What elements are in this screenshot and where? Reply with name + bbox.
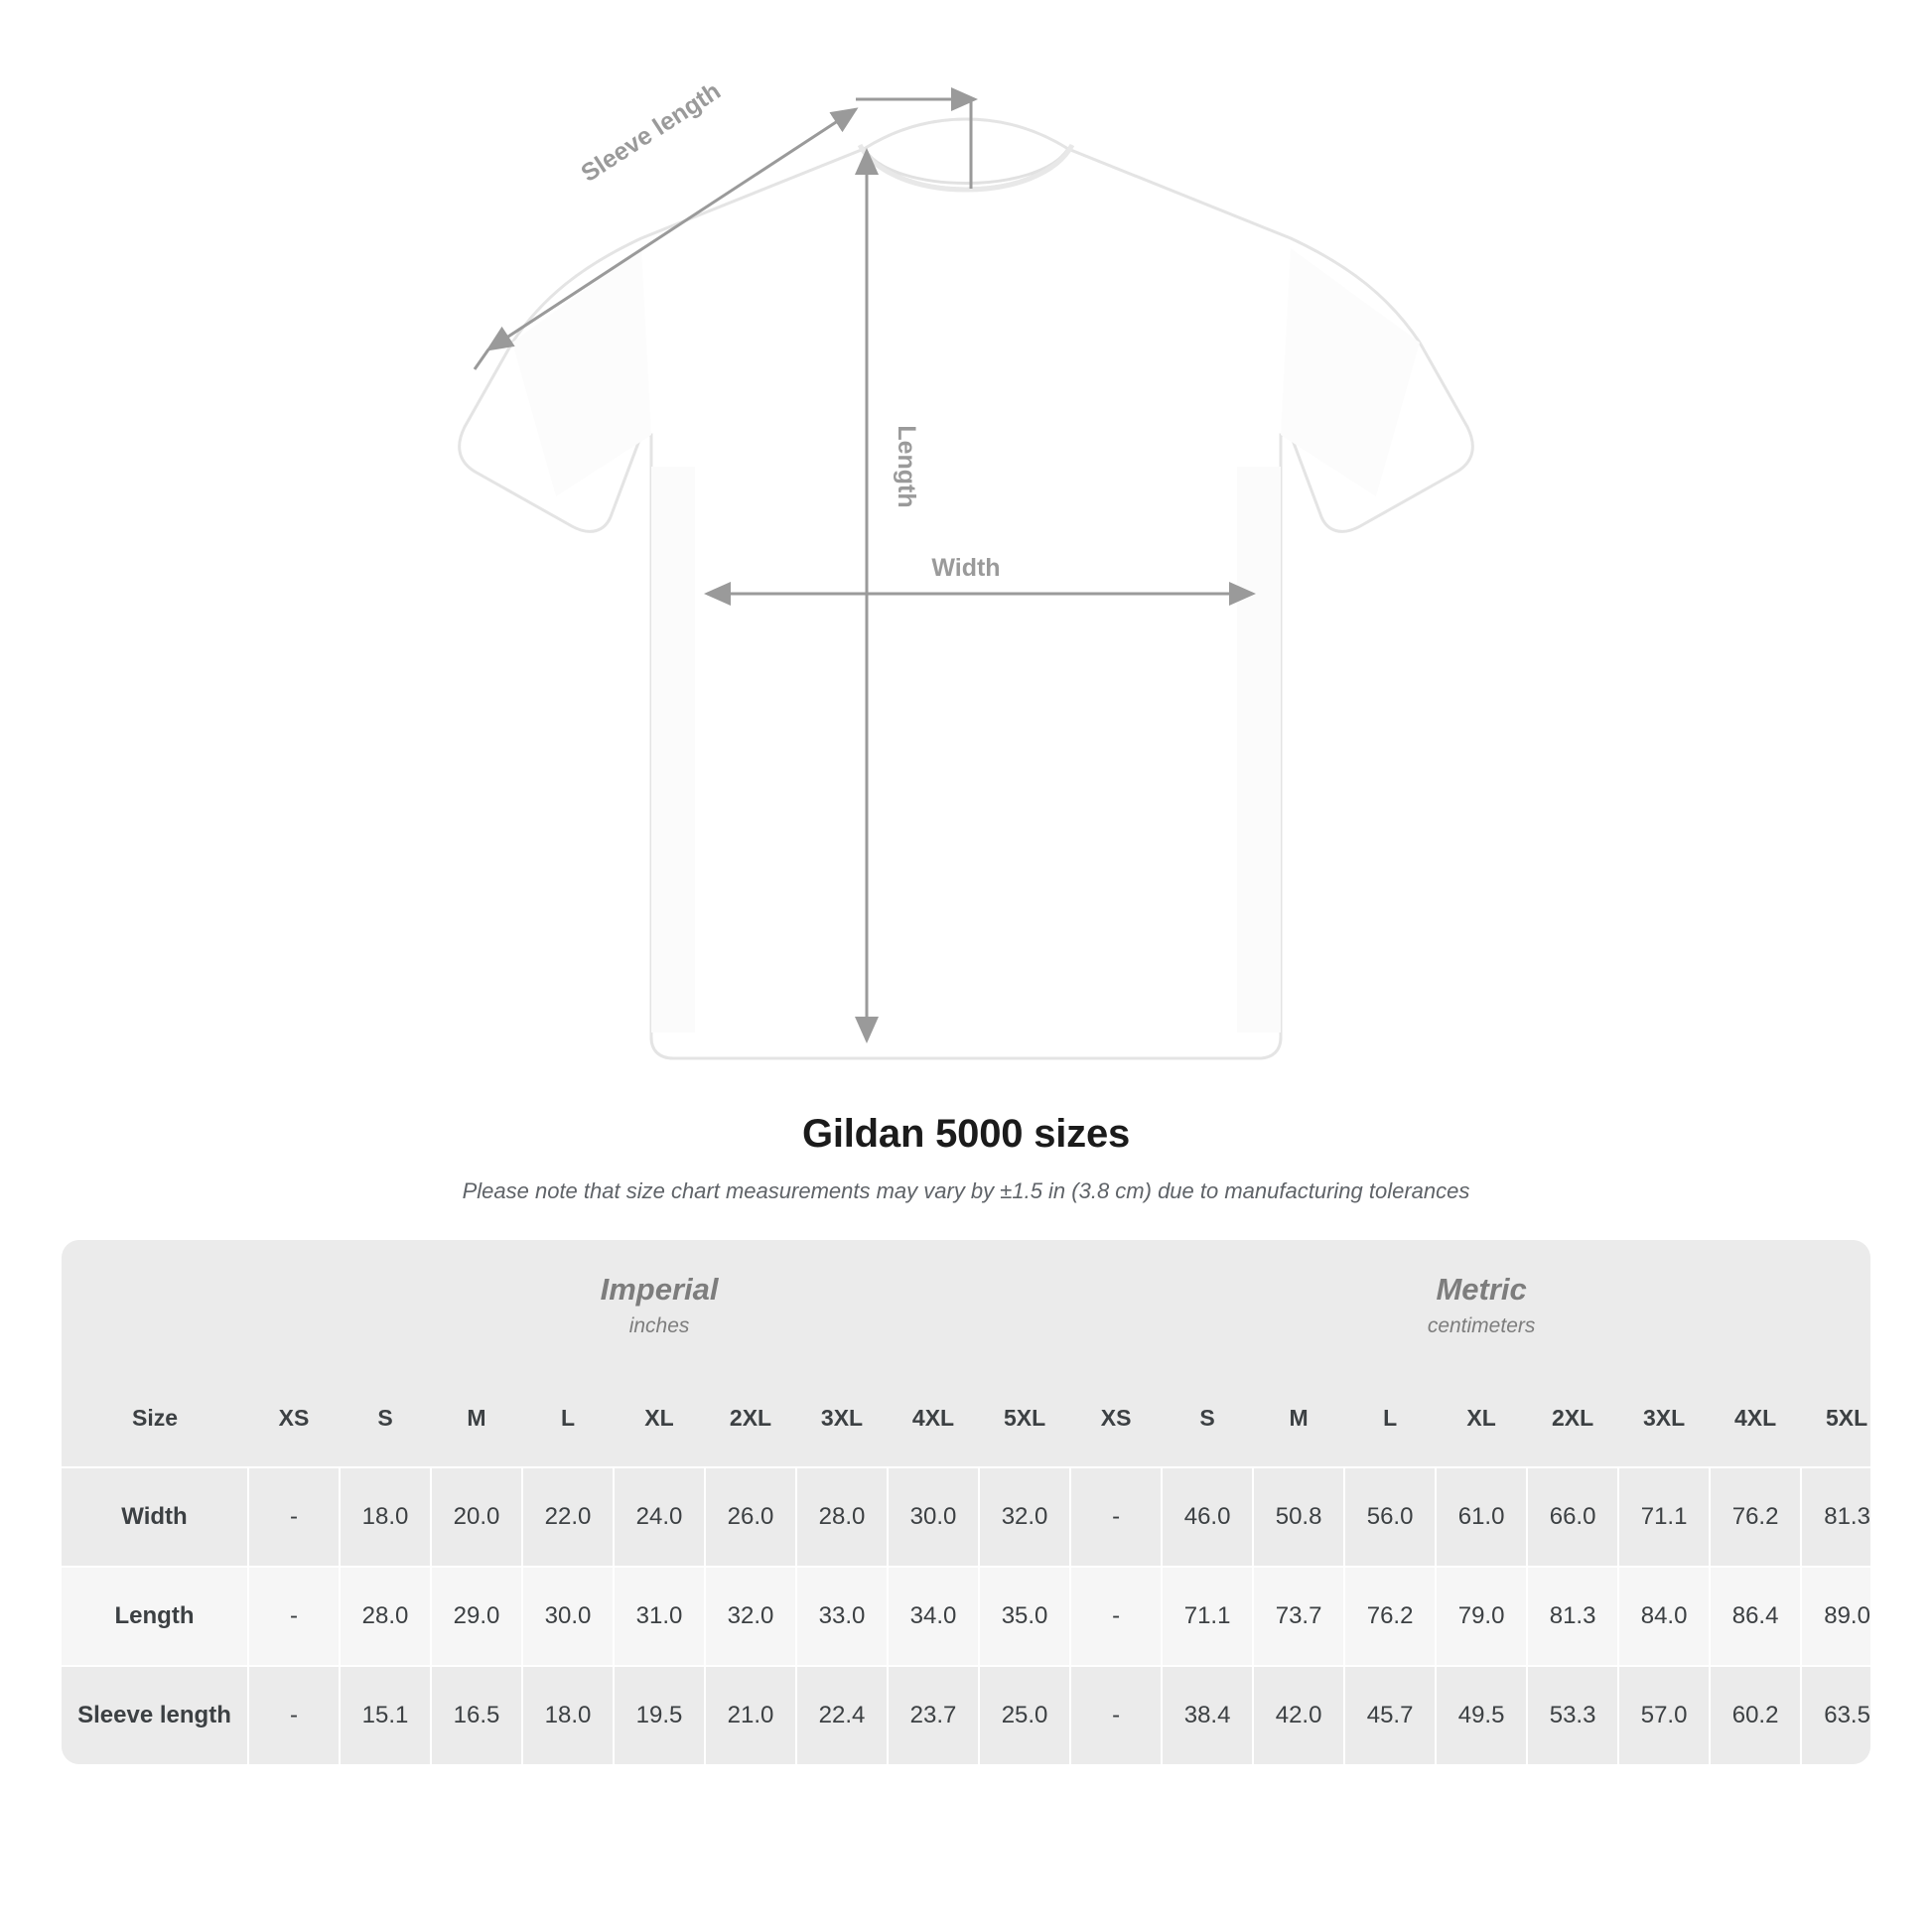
- cell-sleeve-met-xl: 49.5: [1436, 1666, 1527, 1764]
- cell-length-imp-5xl: 35.0: [979, 1567, 1070, 1666]
- tshirt-shape: [460, 119, 1473, 1058]
- cell-sleeve-met-xs: -: [1070, 1666, 1162, 1764]
- row-label-width: Width: [62, 1467, 248, 1567]
- header-size-metric-5xl: 5XL: [1801, 1369, 1870, 1467]
- cell-width-imp-s: 18.0: [340, 1467, 431, 1567]
- unit-group-imperial: [248, 1240, 1070, 1369]
- cell-width-imp-4xl: 30.0: [888, 1467, 979, 1567]
- cell-length-imp-m: 29.0: [431, 1567, 522, 1666]
- cell-sleeve-imp-s: 15.1: [340, 1666, 431, 1764]
- cell-sleeve-met-4xl: 60.2: [1710, 1666, 1801, 1764]
- cell-sleeve-met-s: 38.4: [1162, 1666, 1253, 1764]
- cell-width-imp-l: 22.0: [522, 1467, 614, 1567]
- cell-length-met-xl: 79.0: [1436, 1567, 1527, 1666]
- cell-length-met-3xl: 84.0: [1618, 1567, 1710, 1666]
- table-row: [62, 1467, 1870, 1567]
- header-size-metric-2xl: 2XL: [1527, 1369, 1618, 1467]
- cell-width-met-xs: -: [1070, 1467, 1162, 1567]
- header-size-metric-m: M: [1253, 1369, 1344, 1467]
- cell-length-imp-l: 30.0: [522, 1567, 614, 1666]
- size-table-wrapper: [62, 1240, 1870, 1764]
- header-size: Size: [62, 1369, 248, 1467]
- cell-length-met-2xl: 81.3: [1527, 1567, 1618, 1666]
- cell-sleeve-met-2xl: 53.3: [1527, 1666, 1618, 1764]
- table-row: [62, 1567, 1870, 1666]
- length-label: Length: [893, 425, 920, 508]
- header-size-metric-l: L: [1344, 1369, 1436, 1467]
- cell-width-met-s: 46.0: [1162, 1467, 1253, 1567]
- header-size-metric-xs: XS: [1070, 1369, 1162, 1467]
- cell-sleeve-imp-xl: 19.5: [614, 1666, 705, 1764]
- cell-width-met-5xl: 81.3: [1801, 1467, 1870, 1567]
- unit-imperial-sub: inches: [628, 1314, 690, 1338]
- cell-width-met-m: 50.8: [1253, 1467, 1344, 1567]
- cell-sleeve-imp-l: 18.0: [522, 1666, 614, 1764]
- cell-length-imp-2xl: 32.0: [705, 1567, 796, 1666]
- row-label-sleeve-length: Sleeve length: [62, 1666, 248, 1764]
- cell-width-met-2xl: 66.0: [1527, 1467, 1618, 1567]
- size-table: [62, 1240, 1870, 1764]
- cell-sleeve-met-l: 45.7: [1344, 1666, 1436, 1764]
- chart-note: Please note that size chart measurements may vary by ±1.5 in (3.8 cm) due to manufacturing tolerances: [462, 1178, 1470, 1203]
- header-size-metric-xl: XL: [1436, 1369, 1527, 1467]
- cell-sleeve-imp-5xl: 25.0: [979, 1666, 1070, 1764]
- cell-length-met-m: 73.7: [1253, 1567, 1344, 1666]
- size-header-row: [62, 1369, 1870, 1467]
- unit-metric-sub: centimeters: [1427, 1314, 1536, 1338]
- header-size-metric-3xl: 3XL: [1618, 1369, 1710, 1467]
- header-size-imperial-2xl: 2XL: [705, 1369, 796, 1467]
- cell-sleeve-met-5xl: 63.5: [1801, 1666, 1870, 1764]
- cell-length-imp-xs: -: [248, 1567, 340, 1666]
- width-label: Width: [931, 554, 1001, 582]
- header-size-imperial-xs: XS: [248, 1369, 340, 1467]
- cell-length-imp-4xl: 34.0: [888, 1567, 979, 1666]
- cell-width-imp-xs: -: [248, 1467, 340, 1567]
- cell-width-imp-5xl: 32.0: [979, 1467, 1070, 1567]
- cell-length-imp-xl: 31.0: [614, 1567, 705, 1666]
- cell-length-met-xs: -: [1070, 1567, 1162, 1666]
- cell-width-imp-m: 20.0: [431, 1467, 522, 1567]
- header-size-imperial-xl: XL: [614, 1369, 705, 1467]
- header-size-imperial-4xl: 4XL: [888, 1369, 979, 1467]
- cell-sleeve-imp-4xl: 23.7: [888, 1666, 979, 1764]
- header-size-metric-s: S: [1162, 1369, 1253, 1467]
- header-size-imperial-l: L: [522, 1369, 614, 1467]
- cell-sleeve-imp-3xl: 22.4: [796, 1666, 888, 1764]
- cell-sleeve-imp-xs: -: [248, 1666, 340, 1764]
- cell-length-met-l: 76.2: [1344, 1567, 1436, 1666]
- sleeve-length-label: Sleeve length: [576, 76, 726, 188]
- header-size-metric-4xl: 4XL: [1710, 1369, 1801, 1467]
- header-size-imperial-m: M: [431, 1369, 522, 1467]
- cell-width-imp-2xl: 26.0: [705, 1467, 796, 1567]
- cell-length-imp-3xl: 33.0: [796, 1567, 888, 1666]
- table-row: [62, 1666, 1870, 1764]
- cell-width-imp-3xl: 28.0: [796, 1467, 888, 1567]
- cell-length-met-4xl: 86.4: [1710, 1567, 1801, 1666]
- row-label-length: Length: [62, 1567, 248, 1666]
- unit-group-metric: [1070, 1240, 1870, 1369]
- cell-width-met-l: 56.0: [1344, 1467, 1436, 1567]
- cell-sleeve-met-3xl: 57.0: [1618, 1666, 1710, 1764]
- cell-length-met-5xl: 89.0: [1801, 1567, 1870, 1666]
- header-size-imperial-s: S: [340, 1369, 431, 1467]
- cell-sleeve-imp-m: 16.5: [431, 1666, 522, 1764]
- cell-sleeve-imp-2xl: 21.0: [705, 1666, 796, 1764]
- unit-group-row: [62, 1240, 1870, 1369]
- unit-imperial-name: Imperial: [600, 1271, 719, 1307]
- chart-title: Gildan 5000 sizes: [801, 1112, 1131, 1156]
- header-size-imperial-5xl: 5XL: [979, 1369, 1070, 1467]
- unit-spacer: [62, 1240, 248, 1369]
- cell-sleeve-met-m: 42.0: [1253, 1666, 1344, 1764]
- cell-width-met-4xl: 76.2: [1710, 1467, 1801, 1567]
- cell-length-imp-s: 28.0: [340, 1567, 431, 1666]
- chart-header: [0, 1112, 1932, 1204]
- cell-length-met-s: 71.1: [1162, 1567, 1253, 1666]
- header-size-imperial-3xl: 3XL: [796, 1369, 888, 1467]
- cell-width-met-3xl: 71.1: [1618, 1467, 1710, 1567]
- unit-metric-name: Metric: [1436, 1271, 1527, 1307]
- cell-width-met-xl: 61.0: [1436, 1467, 1527, 1567]
- cell-width-imp-xl: 24.0: [614, 1467, 705, 1567]
